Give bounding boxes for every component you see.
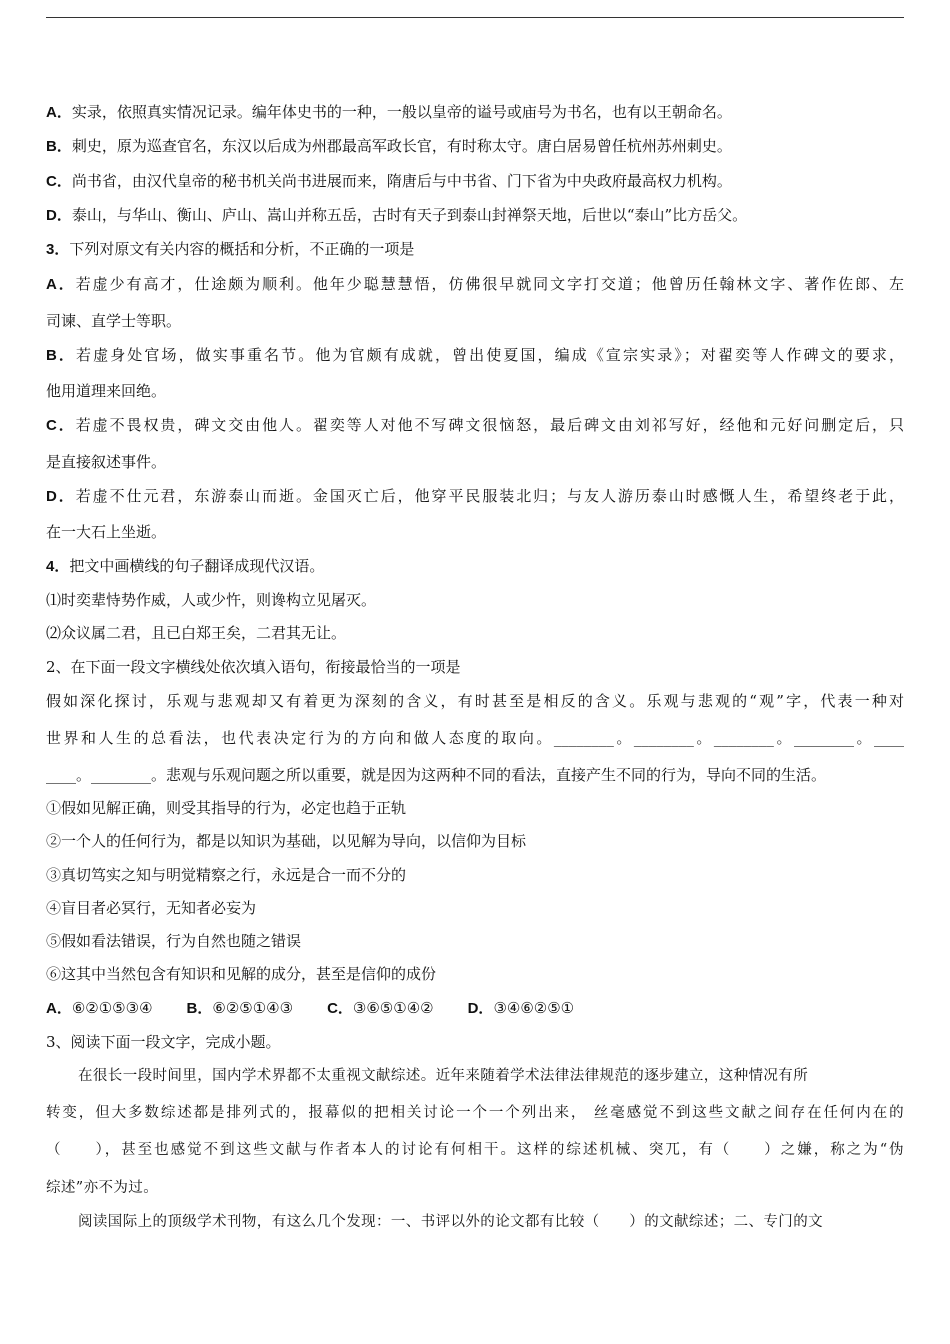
option-text: ③⑥⑤①④② [352,999,434,1017]
option-text: ③④⑥②⑤① [493,999,575,1017]
line-text: 3、阅读下面一段文字，完成小题。 [46,1033,281,1051]
answer-option [327,997,434,1020]
text-line [78,1211,823,1233]
text-line [46,864,406,886]
item-marker: D． [46,488,76,505]
line-text: 在一大石上坐逝。 [46,523,167,541]
answer-option [46,997,153,1020]
text-line [46,101,732,124]
text-line [46,1139,904,1161]
text-line [46,204,747,227]
line-text: 转变，但大多数综述都是排列式的，报幕似的把相关讨论一个一个列出来， 丝毫感觉不到这些文献之间存在任何内在的 [46,1105,904,1121]
option-marker: C． [327,1000,353,1017]
line-text: 世界和人生的总看法，也代表决定行为的方向和做人态度的取向。________。________。________。________。____ [46,729,904,747]
text-line [46,451,166,473]
item-marker: 3． [46,241,70,258]
line-text: ⑥这其中当然包含有知识和见解的成分，甚至是信仰的成份 [46,965,437,983]
option-text: ⑥②①⑤③④ [71,999,153,1017]
text-line [46,170,732,193]
line-text: 综述”亦不为过。 [46,1180,159,1196]
line-text: ④盲目者必冥行，无知者必妄为 [46,899,257,917]
option-marker: B． [186,1000,213,1017]
line-text: 是直接叙述事件。 [46,453,167,471]
text-line [46,380,166,402]
line-text: ②一个人的任何行为，都是以知识为基础，以见解为导向，以信仰为目标 [46,832,527,850]
item-marker: A． [46,104,72,121]
text-line [46,238,414,261]
line-text: 在很长一段时间里，国内学术界都不太重视文献综述。近年来随着学术法律法律规范的逐步建立，这种情况有所 [78,1068,809,1084]
item-marker: 4． [46,558,70,575]
text-line [46,963,436,985]
text-line [46,273,904,296]
text-line [46,521,166,543]
option-text: ⑥②⑤①④③ [212,999,294,1017]
text-line [46,727,904,749]
line-text: 尚书省，由汉代皇帝的秘书机关尚书进展而来，隋唐后与中书省、门下省为中央政府最高权力机构。 [71,172,732,190]
text-line [78,1065,808,1087]
item-marker: C． [46,173,72,190]
line-text: ⑤假如看法错误，行为自然也随之错误 [46,932,302,950]
line-text: ⑴时奕辈恃势作威，人或少忤，则谗构立见屠灭。 [46,591,377,609]
option-marker: A． [46,1000,72,1017]
options-row [46,997,608,1020]
header-rule [46,17,904,18]
text-line [46,764,826,786]
line-text: 实录，依照真实情况记录。编年体史书的一种，一般以皇帝的谥号或庙号为书名，也有以王朝命名。 [71,103,732,121]
line-text: 把文中画横线的句子翻译成现代汉语。 [69,557,325,575]
answer-option [468,997,575,1020]
line-text: 刺史，原为巡查官名，东汉以后成为州郡最高军政长官，有时称太守。唐白居易曾任杭州苏州刺史。 [71,137,732,155]
text-line [46,897,256,919]
line-text: 2、在下面一段文字横线处依次填入语句，衔接最恰当的一项是 [46,658,461,676]
line-text: 若虚身处官场，做实事重名节。他为官颇有成就，曾出使夏国，编成《宣宗实录》；对翟奕等人作碑文的要求， [76,346,904,364]
text-line [46,414,904,437]
text-line [46,555,324,578]
line-text: 假如深化探讨，乐观与悲观却又有着更为深刻的含义，有时甚至是相反的含义。乐观与悲观的“观”字，代表一种对 [46,692,904,710]
text-line [46,485,904,508]
answer-option [187,997,294,1020]
line-text: 司谏、直学士等职。 [46,312,182,330]
line-text: 阅读国际上的顶级学术刊物，有这么几个发现：一、书评以外的论文都有比较（ ）的文献综述；二、专门的文 [78,1214,823,1230]
item-marker: D． [46,207,72,224]
line-text: ⑵众议属二君，且已白郑王矣，二君其无让。 [46,624,347,642]
line-text: 泰山，与华山、衡山、庐山、嵩山并称五岳，古时有天子到泰山封禅祭天地，后世以“泰山”比方岳父。 [71,206,748,224]
text-line [46,690,904,712]
text-line [46,1102,904,1124]
text-line [46,622,346,644]
line-text: 若虚少有高才，仕途颇为顺利。他年少聪慧慧悟，仿佛很早就同文字打交道；他曾历任翰林文字、著作佐郎、左 [75,275,904,293]
item-marker: B． [46,347,77,364]
text-line [46,930,301,952]
text-line [46,344,904,367]
text-line [46,589,376,611]
text-line [46,656,461,678]
text-line [46,797,406,819]
line-text: ①假如见解正确，则受其指导的行为，必定也趋于正轨 [46,799,407,817]
line-text: ____。________。悲观与乐观问题之所以重要，就是因为这两种不同的看法，直接产生不同的行为，导向不同的生活。 [46,766,827,784]
line-text: 若虚不仕元君，东游泰山而逝。金国灭亡后，他穿平民服装北归；与友人游历泰山时感慨人生，希望终老于此， [75,487,904,505]
text-line [46,310,181,332]
option-marker: D． [467,1000,494,1017]
line-text: ③真切笃实之知与明觉精察之行，永远是合一而不分的 [46,866,407,884]
text-line [46,135,732,158]
item-marker: A． [46,276,76,293]
text-line [46,1177,158,1199]
line-text: 下列对原文有关内容的概括和分析，不正确的一项是 [69,240,415,258]
text-line [46,830,526,852]
text-line [46,1031,281,1053]
line-text: 他用道理来回绝。 [46,382,167,400]
line-text: （ ），甚至也感觉不到这些文献与作者本人的讨论有何相干。这样的综述机械、突兀，有（ ）之嫌，称之为“伪 [46,1142,904,1158]
item-marker: B． [46,138,72,155]
line-text: 若虚不畏权贵，碑文交由他人。翟奕等人对他不写碑文很恼怒，最后碑文由刘祁写好，经他和元好问删定后，只 [75,416,904,434]
item-marker: C． [46,417,76,434]
